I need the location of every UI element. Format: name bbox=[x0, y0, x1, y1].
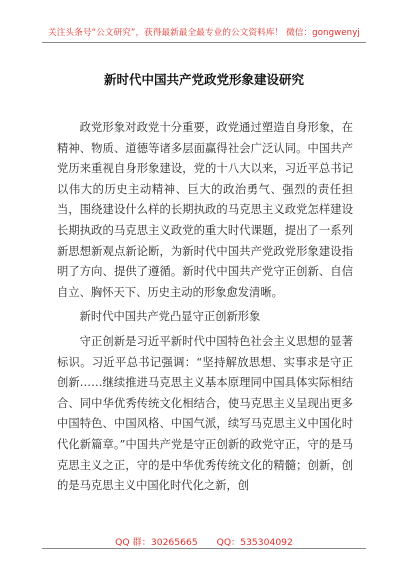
paragraph-body: 守正创新是习近平新时代中国特色社会主义思想的显著标识。习近平总书记强调：“坚持解放思想、实事求是守正创新……继续推进马克思主义基本原理同中国具体实际相结合、同中华优秀传统文化相结合，使马克思主义呈现出更多中国特色、中国风格、中国气派，续写马克思主义中国化时代化新篇章。”中国共产党是守正创新的政党守正，守的是马克思主义之正，守的是中华优秀传统文化的精髓；创新，创的是马克思主义中国化时代化之新，创 bbox=[57, 334, 353, 493]
document-body bbox=[57, 118, 353, 497]
header-promo-note: 关注头条号“公文研究”，获得最新最全最专业的公文资料库！ 微信：gongwenyj bbox=[48, 28, 360, 38]
footer-contact bbox=[0, 534, 408, 548]
section-heading: 新时代中国共产党凸显守正创新形象 bbox=[79, 310, 261, 324]
paragraph-intro: 政党形象对政党十分重要，政党通过塑造自身形象，在精神、物质、道德等诸多层面赢得社会广泛认同。中国共产党历来重视自身形象建设，党的十八大以来，习近平总书记以伟大的历史主动精神、巨大的政治勇气、强烈的责任担当，围绕建设什么样的长期执政的马克思主义政党怎样建设长期执政的马克思主义政党的重大时代课题，提出了一系列新思想新观点新论断，为新时代中国共产党政党形象建设指明了方向、提供了遵循。新时代中国共产党守正创新、自信自立、胸怀天下、历史主动的形象愈发清晰。 bbox=[57, 121, 353, 299]
header-divider bbox=[42, 42, 366, 43]
footer-qq: QQ：535304092 bbox=[216, 537, 293, 548]
document-title: 新时代中国共产党政党形象建设研究 bbox=[103, 72, 304, 87]
footer-divider bbox=[42, 548, 366, 549]
footer-qq-group: QQ 群：30265665 bbox=[115, 537, 198, 548]
